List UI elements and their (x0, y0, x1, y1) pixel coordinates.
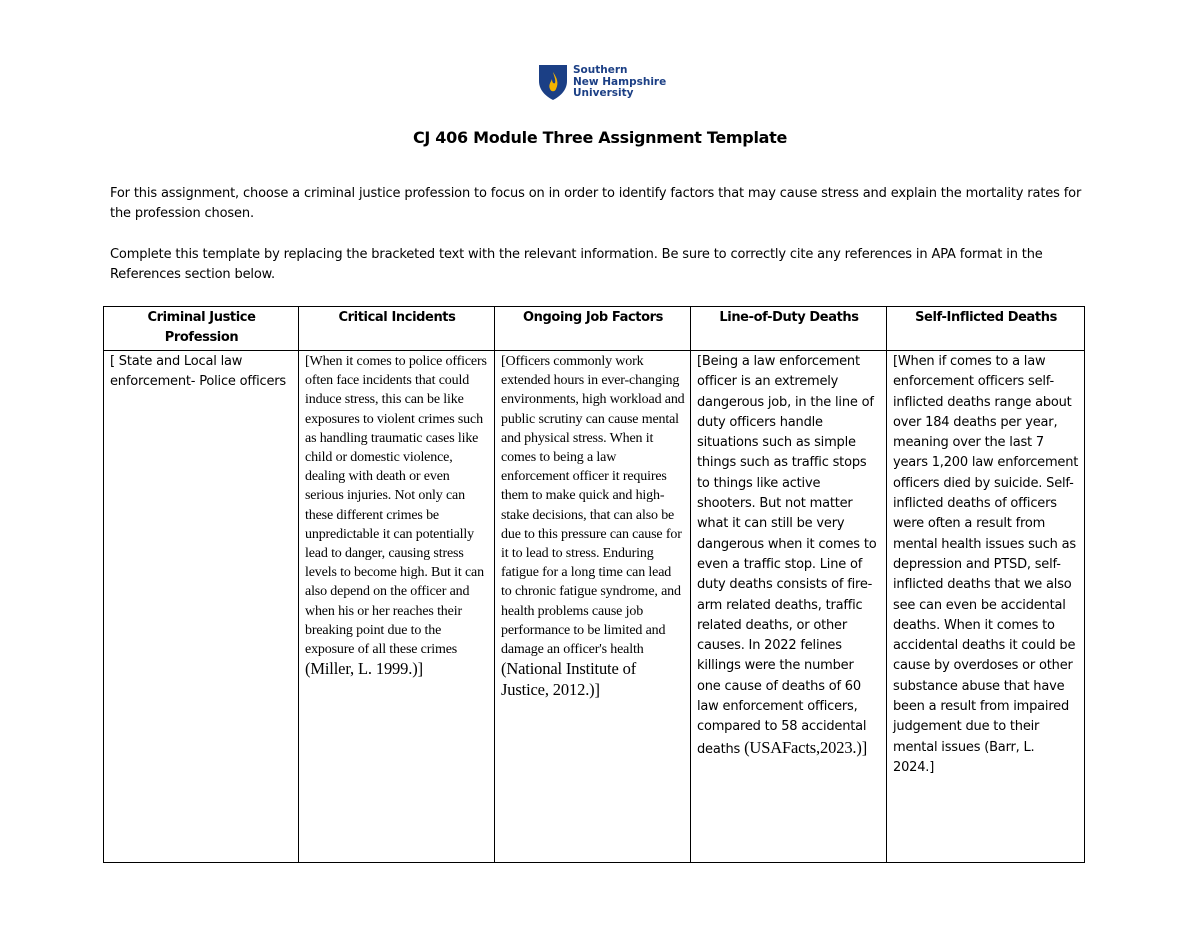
header-critical-incidents: Critical Incidents (299, 307, 495, 351)
header-self-inflicted-deaths: Self-Inflicted Deaths (887, 307, 1085, 351)
logo-wordmark (573, 65, 666, 100)
critical-incidents-text: [When it comes to police officers often face incidents that could induce stress, this can be like exposures to violent crimes such as handling traumatic cases like child or domestic violence, dealing with death or even serious injuries. Not only can these different crimes be unpredictable it can potentially lead to danger, causing stress levels to become high. But it can also depend on the officer and when his or her reaches their breaking point due to the exposure of all these crimes (305, 354, 487, 658)
shield-flame-icon (538, 64, 568, 101)
logo-line-3: University (573, 87, 634, 99)
header-ongoing-job-factors: Ongoing Job Factors (495, 307, 691, 351)
intro-paragraph: For this assignment, choose a criminal justice profession to focus on in order to identify factors that may cause stress and explain the mortality rates for the profession chosen. (110, 186, 1082, 221)
table-header-row (104, 307, 1085, 351)
line-of-duty-deaths-text: [Being a law enforcement officer is an extremely dangerous job, in the line of duty officers handle situations such as simple things such as traffic stops to things like active shooters. But not matter what it can still be very dangerous when it comes to even a traffic stop. Line of duty deaths consists of fire-arm related deaths, traffic related deaths, or other causes. In 2022 felines killings were the number one cause of deaths of 60 law enforcement officers, compared to 58 accidental deaths (697, 354, 877, 757)
assignment-table (103, 306, 1085, 863)
profession-text: [ State and Local law enforcement- Police officers (110, 354, 287, 390)
line-of-duty-deaths-citation: (USAFacts,2023.)] (744, 737, 868, 757)
ongoing-job-factors-text: [Officers commonly work extended hours in ever-changing environments, high workload and public scrutiny can cause mental and physical stress. When it comes to being a law enforcement officer it requires them to make quick and high-stake decisions, that can also be due to this pressure can cause for it to lead to stress. Enduring fatigue for a long time can lead to chronic fatigue syndrome, and health problems cause job performance to be limited and damage an officer's health (501, 354, 685, 658)
page-title: CJ 406 Module Three Assignment Template (412, 128, 788, 147)
self-inflicted-deaths-text: [When if comes to a law enforcement officers self-inflicted deaths range about over 184 deaths per year, meaning over the last 7 years 1,200 law enforcement officers died by suicide. Self-inflicted deaths of officers were often a result from mental health issues such as depression and PTSD, self-inflicted deaths that we also see can even be accidental deaths. When it comes to accidental deaths it could be cause by overdoses or other substance abuse that have been a result from impaired judgement due to their mental issues (Barr, L. 2024.] (893, 354, 1079, 775)
ongoing-job-factors-citation: (National Institute of Justice, 2012.)] (501, 659, 637, 700)
cell-ongoing-job-factors[interactable] (495, 351, 691, 863)
header-line-of-duty-deaths: Line-of-Duty Deaths (691, 307, 887, 351)
instructions-paragraph: Complete this template by replacing the bracketed text with the relevant information. Be sure to correctly cite any references in APA format in the References section below. (110, 247, 1043, 282)
critical-incidents-citation: (Miller, L. 1999.)] (305, 659, 423, 679)
table-row (104, 351, 1085, 863)
cell-profession[interactable] (104, 351, 299, 863)
snhu-logo (538, 64, 666, 104)
header-profession: Criminal Justice Profession (104, 307, 299, 351)
logo-line-1: Southern (573, 64, 628, 76)
cell-line-of-duty-deaths[interactable] (691, 351, 887, 863)
cell-self-inflicted-deaths[interactable] (887, 351, 1085, 863)
cell-critical-incidents[interactable] (299, 351, 495, 863)
logo-line-2: New Hampshire (573, 75, 667, 88)
